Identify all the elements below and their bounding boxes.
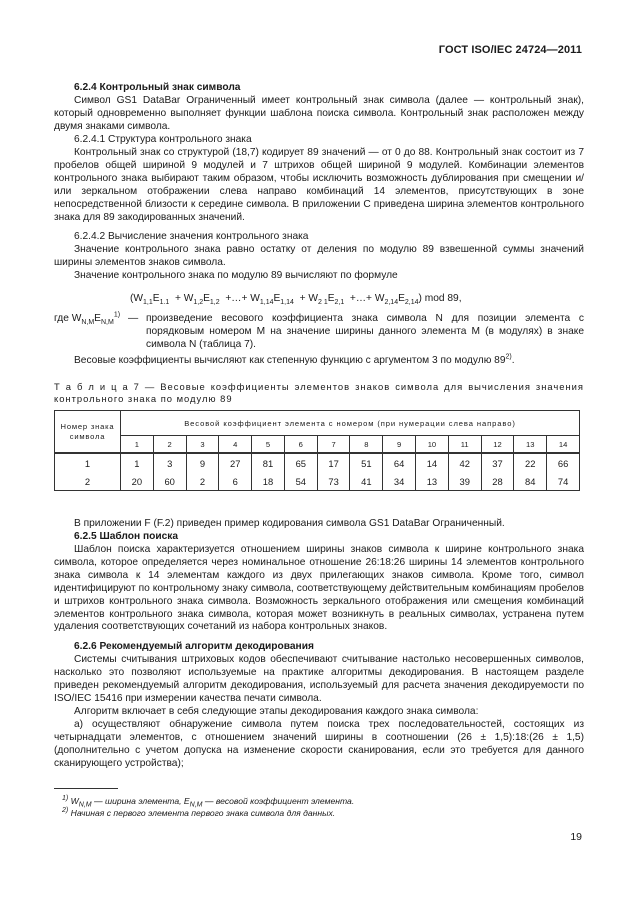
- table-column-number: 2: [153, 436, 186, 454]
- section-6-2-6-paragraph-1: Системы считывания штриховых кодов обеспечивают считывание настолько несовершенных символов, насколько это позволяют используемые на практике алгоритмы декодирования. В настоящем разделе приведен рекомендуемый алгоритм декодирования, используемый для расчета значения декодируемости по ISO/IEC 15416 при измерении качества печати символа.: [54, 654, 584, 704]
- weights-paragraph: Весовые коэффициенты вычисляют как степенную функцию с аргументом 3 по модулю 89$^{2)}$.: [74, 353, 515, 366]
- table-cell-weight: 17: [317, 453, 350, 472]
- table-row-symbol-number: 2: [55, 472, 121, 491]
- table-cell-weight: 27: [219, 453, 252, 472]
- section-6-2-6-title: 6.2.6 Рекомендуемый алгоритм декодирования: [74, 641, 314, 652]
- table-cell-weight: 73: [317, 472, 350, 491]
- table-column-number: 10: [416, 436, 449, 454]
- section-6-2-5-title: 6.2.5 Шаблон поиска: [74, 531, 179, 542]
- section-6-2-5-paragraph: Шаблон поиска характеризуется отношением ширины знаков символа к ширине контрольного знака символа, которое определяется через номинальное отношение 26:18:26 ширины 14 элементов контрольного знака символа к 14 элементам каждого из двух прилегающих знаков символа. Кроме того, символ идентифицируют по контрольному знаку символа, соответствующему действительным комбинациям пробелов и штрихов контрольного знака символа. Возможность зеркального отображения или смещения комбинаций элементов контрольного знака символа, которая может возникнуть в реальных символах, устранена путем удаления соответствующих сочетаний из набора контрольных знаков.: [54, 544, 584, 633]
- table-cell-weight: 51: [350, 453, 383, 472]
- table-column-number: 4: [219, 436, 252, 454]
- page-number: 19: [570, 831, 582, 843]
- table-cell-weight: 41: [350, 472, 383, 491]
- table-cell-weight: 3: [153, 453, 186, 472]
- section-6-2-4-2-paragraph: Значение контрольного знака равно остатку от деления по модулю 89 взвешенной суммы значений ширины элементов знаков символа.: [54, 244, 584, 268]
- table-column-number: 8: [350, 436, 383, 454]
- table-cell-weight: 28: [481, 472, 514, 491]
- table-cell-weight: 81: [252, 453, 285, 472]
- table-cell-weight: 74: [547, 472, 580, 491]
- table-column-number: 12: [481, 436, 514, 454]
- section-6-2-6-paragraph-2: Алгоритм включает в себя следующие этапы декодирования каждого знака символа:: [74, 706, 479, 717]
- table-row: [55, 472, 580, 491]
- where-definition: произведение весового коэффициента знака символа N для позиции элемента с порядковым номером М на значение ширины данного элемента М (в модулях) в знаке символа N (таблица 7).: [146, 313, 584, 350]
- table-column-number: 9: [383, 436, 416, 454]
- section-6-2-4-2-title: 6.2.4.2 Вычисление значения контрольного знака: [74, 231, 309, 242]
- section-6-2-4-title: 6.2.4 Контрольный знак символа: [74, 82, 241, 93]
- table-cell-weight: 1: [121, 453, 154, 472]
- table-cell-weight: 18: [252, 472, 285, 491]
- table-column-number: 1: [121, 436, 154, 454]
- table-cell-weight: 9: [186, 453, 219, 472]
- table-column-number: 11: [448, 436, 481, 454]
- table-cell-weight: 22: [514, 453, 547, 472]
- table-row-symbol-number: 1: [55, 453, 121, 472]
- table-column-numbers: [55, 436, 580, 454]
- table-cell-weight: 66: [547, 453, 580, 472]
- table-header-symbol-number: Номер знака символа: [55, 411, 121, 454]
- section-6-2-4-1-paragraph: Контрольный знак со структурой (18,7) кодирует 89 значений — от 0 до 88. Контрольный знак состоит из 7 пробелов общей шириной 9 модулей и 7 штрихов общей шириной 9 модулей. Комбинации элементов контрольного знака выбирают таким образом, чтобы исключить возможность дублирования при смещении и/или зеркальном отображении слева направо комбинаций 14 элементов, присутствующих в зоне непосредственной близости к середине символа. В приложении С приведена ширина элементов контрольного знака для 89 закодированных значений.: [54, 147, 584, 223]
- where-label: где $W_{N,M}E_{N,M}^{1)}$: [54, 311, 121, 327]
- section-6-2-4-paragraph: Символ GS1 DataBar Ограниченный имеет контрольный знак символа (далее — контрольный знак), который одновременно выполняет функции шаблона поиска символа. Контрольный знак расположен между двумя знаками символа.: [54, 95, 584, 132]
- table-cell-weight: 42: [448, 453, 481, 472]
- table-cell-weight: 13: [416, 472, 449, 491]
- table-column-number: 13: [514, 436, 547, 454]
- section-6-2-6-item-a: а) осуществляют обнаружение символа путем поиска трех последовательностей, состоящих из четырнадцати элементов, с отношением значений ширины в соотношении (26 ± 1,5):18:(26 ± 1,5) (дополнительно с учетом допуска на изменение скорости сканирования, если это требуется для данного сканирующего устройства);: [54, 719, 584, 769]
- section-6-2-4-1-title: 6.2.4.1 Структура контрольного знака: [74, 134, 252, 145]
- footnote-divider: [54, 788, 118, 789]
- table-7-caption: Т а б л и ц а 7 — Весовые коэффициенты элементов знаков символа для вычисления значения контрольного знака по модулю 89: [54, 381, 584, 405]
- formula-intro: Значение контрольного знака по модулю 89 вычисляют по формуле: [74, 270, 398, 281]
- table-cell-weight: 60: [153, 472, 186, 491]
- where-dash: —: [128, 313, 139, 324]
- table-column-number: 6: [284, 436, 317, 454]
- table-column-number: 5: [252, 436, 285, 454]
- checksum-formula: ($W_{1,1}E_{1.1} + W_{1,2}E_{1,2}$ +…+ $W_{1,14}E_{1,14} + W_{2 1}E_{2,1}$ +…+ $W_{2,14}E_{2,14}$) mod 89,: [130, 293, 462, 307]
- table-header-weight-span: Весовой коэффициент элемента с номером (при нумерации слева направо): [121, 411, 580, 436]
- table-cell-weight: 14: [416, 453, 449, 472]
- footnote-1: $^{1)}$ $W_{N,M}$ — ширина элемента, $E_{N,M}$ — весовой коэффициент элемента.: [62, 795, 355, 809]
- footnote-2: $^{2)}$ Начиная с первого элемента первого знака символа для данных.: [62, 807, 336, 818]
- table-cell-weight: 84: [514, 472, 547, 491]
- table-cell-weight: 54: [284, 472, 317, 491]
- table-cell-weight: 20: [121, 472, 154, 491]
- table-row: [55, 453, 580, 472]
- table-cell-weight: 34: [383, 472, 416, 491]
- table-cell-weight: 65: [284, 453, 317, 472]
- document-header: ГОСТ ISO/IEC 24724—2011: [438, 44, 582, 56]
- table-column-number: 7: [317, 436, 350, 454]
- table-cell-weight: 6: [219, 472, 252, 491]
- table-column-number: 3: [186, 436, 219, 454]
- table-column-number: 14: [547, 436, 580, 454]
- table-cell-weight: 37: [481, 453, 514, 472]
- annex-reference: В приложении F (F.2) приведен пример кодирования символа GS1 DataBar Ограниченный.: [74, 518, 505, 529]
- table-cell-weight: 39: [448, 472, 481, 491]
- table-cell-weight: 64: [383, 453, 416, 472]
- table-7: [54, 410, 580, 491]
- table-cell-weight: 2: [186, 472, 219, 491]
